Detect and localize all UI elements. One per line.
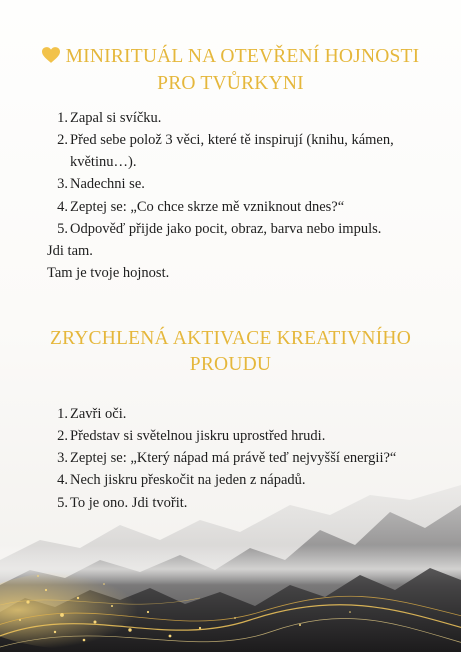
list-item-text: Zapal si svíčku.	[70, 110, 162, 126]
section2-heading-line2: PROUDU	[189, 354, 272, 375]
section2-heading-line1: ZRYCHLENÁ AKTIVACE KREATIVNÍHO	[50, 328, 411, 349]
closing-line-1: Jdi tam.	[47, 243, 93, 259]
list-item-number: 1.	[57, 406, 68, 422]
list-item-text: květinu…).	[70, 154, 137, 170]
list-item-text: To je ono. Jdi tvořit.	[70, 495, 188, 511]
list-item-text: Nech jiskru přeskočit na jeden z nápadů.	[70, 472, 306, 488]
list-item-number: 2.	[57, 428, 68, 444]
list-item-text: Odpověď přijde jako pocit, obraz, barva nebo impuls.	[70, 221, 382, 237]
section1-heading	[0, 44, 461, 97]
closing-line-2: Tam je tvoje hojnost.	[47, 265, 170, 281]
list-item-number: 1.	[57, 110, 68, 126]
section1-heading-line1-row	[0, 44, 461, 71]
list-item-number: 4.	[57, 472, 68, 488]
yellow-heart-icon	[42, 45, 60, 71]
section1-heading-line1: MINIRITUÁL NA OTEVŘENÍ HOJNOSTI	[65, 46, 420, 67]
list-item-text: Zeptej se: „Který nápad má právě teď nejvyšší energii?“	[70, 450, 397, 466]
list-item-number: 5.	[57, 221, 68, 237]
section1-heading-line2: PRO TVŮRKYNI	[157, 73, 304, 94]
list-item-number: 4.	[57, 199, 68, 215]
list-item-number: 2.	[57, 132, 68, 148]
section2-heading	[0, 326, 461, 378]
list-item-text: Před sebe polož 3 věci, které tě inspirují (knihu, kámen,	[70, 132, 394, 148]
list-item-number: 5.	[57, 495, 68, 511]
list-item-text: Představ si světelnou jiskru uprostřed hrudi.	[70, 428, 326, 444]
list-item-text: Zeptej se: „Co chce skrze mě vzniknout dnes?“	[70, 199, 345, 215]
list-item-number: 3.	[57, 450, 68, 466]
list-item-text: Nadechni se.	[70, 176, 145, 192]
list-item-text: Zavři oči.	[70, 406, 127, 422]
list-item-number: 3.	[57, 176, 68, 192]
